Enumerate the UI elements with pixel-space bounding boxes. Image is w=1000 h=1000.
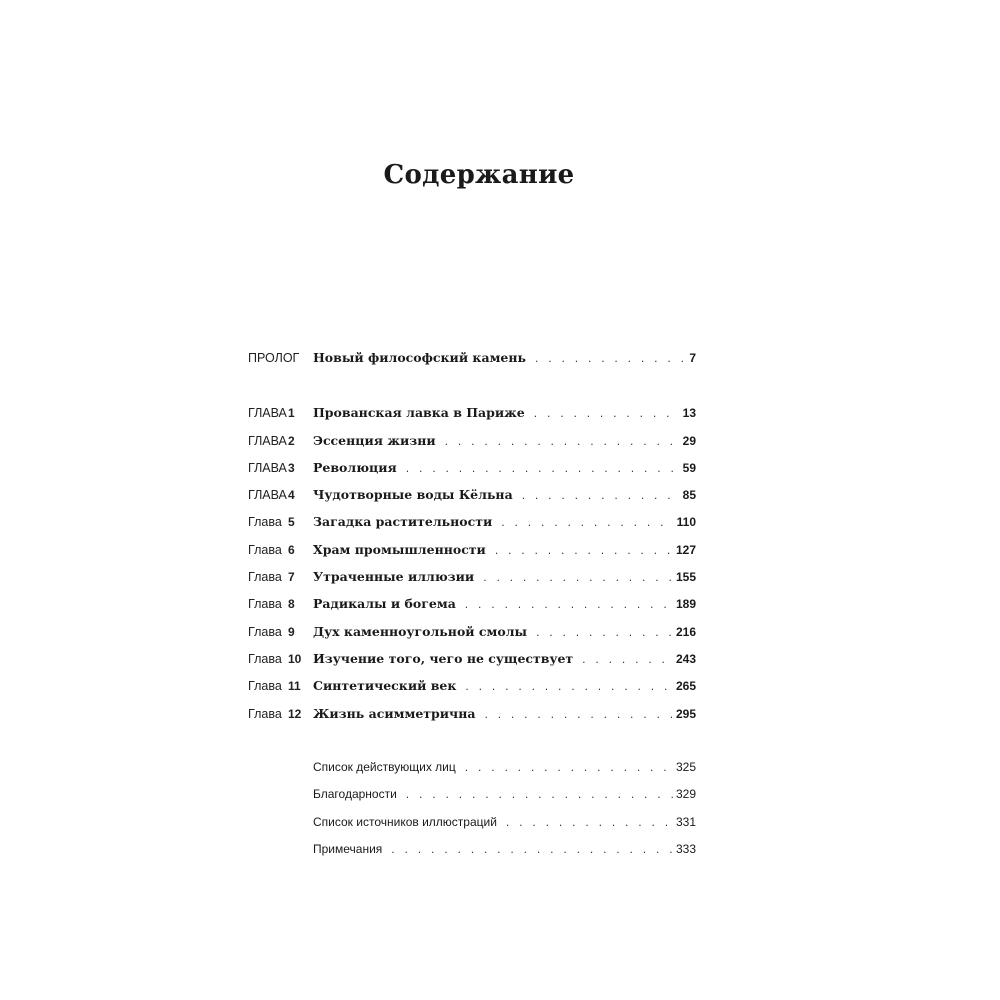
entry-prefix xyxy=(248,430,313,452)
entry-label: ГЛАВА xyxy=(248,433,287,448)
entry-page-number: 85 xyxy=(682,488,696,503)
toc-entry-back-matter[interactable] xyxy=(313,811,696,838)
toc-entry-chapter-5[interactable] xyxy=(248,511,696,538)
dot-leader xyxy=(464,595,673,617)
entry-label: Глава xyxy=(248,679,282,694)
entry-prefix xyxy=(248,566,313,588)
dot-leader xyxy=(405,459,680,481)
entry-prefix xyxy=(248,593,313,615)
entry-label: ГЛАВА xyxy=(248,488,287,503)
chapter-number: 9 xyxy=(288,624,295,639)
back-matter-list xyxy=(313,756,696,865)
chapter-number: 1 xyxy=(288,406,295,421)
toc-entry-chapter-11[interactable] xyxy=(248,675,696,702)
entry-prefix xyxy=(248,484,313,506)
toc-entry-chapter-9[interactable] xyxy=(248,621,696,648)
chapter-number: 12 xyxy=(288,706,302,721)
entry-label: Глава xyxy=(248,597,282,612)
entry-title: Синтетический век xyxy=(313,678,457,694)
toc-entry-chapter-3[interactable] xyxy=(248,457,696,484)
dot-leader xyxy=(390,840,673,862)
entry-title: Эссенция жизни xyxy=(313,432,436,448)
entry-page-number: 333 xyxy=(675,841,696,856)
dot-leader xyxy=(464,758,673,780)
entry-title: Список действующих лиц xyxy=(313,760,456,774)
entry-page-number: 7 xyxy=(689,351,696,365)
toc-entry-chapter-10[interactable] xyxy=(248,648,696,675)
entry-title: Изучение того, чего не существует xyxy=(313,650,574,666)
dot-leader xyxy=(533,404,680,426)
entry-page-number: 331 xyxy=(675,814,696,829)
page-title: Содержание xyxy=(383,160,575,191)
entry-page-number: 155 xyxy=(675,570,696,585)
chapter-number: 5 xyxy=(288,515,295,530)
chapter-number: 3 xyxy=(288,460,295,475)
entry-label: Глава xyxy=(248,542,282,557)
dot-leader xyxy=(482,568,673,590)
entry-prefix xyxy=(248,675,313,697)
entry-title: Прованская лавка в Париже xyxy=(313,405,525,421)
entry-prefix xyxy=(248,402,313,424)
entry-label: ГЛАВА xyxy=(248,460,287,475)
entry-page-number: 110 xyxy=(676,515,696,530)
entry-prefix xyxy=(248,347,313,369)
entry-page-number: 329 xyxy=(675,787,696,802)
entry-page-number: 13 xyxy=(682,406,696,421)
entry-title: Загадка растительности xyxy=(313,514,493,530)
entry-label: Глава xyxy=(248,706,282,721)
dot-leader xyxy=(581,650,673,672)
dot-leader xyxy=(464,677,673,699)
entry-label: ГЛАВА xyxy=(248,406,287,421)
entry-title: Радикалы и богема xyxy=(313,596,456,612)
entry-label: Глава xyxy=(248,570,282,585)
chapter-number: 8 xyxy=(288,597,295,612)
entry-prefix xyxy=(248,457,313,479)
entry-title: Революция xyxy=(313,459,397,475)
chapter-number: 10 xyxy=(288,651,302,666)
entry-page-number: 295 xyxy=(675,706,696,721)
entry-title: Список источников иллюстраций xyxy=(313,814,497,829)
toc-entry-chapter-4[interactable] xyxy=(248,484,696,511)
toc-entry-chapter-12[interactable] xyxy=(248,703,696,730)
entry-title: Благодарности xyxy=(313,787,397,802)
dot-leader xyxy=(483,705,673,727)
toc-entry-chapter-7[interactable] xyxy=(248,566,696,593)
toc-entry-back-matter[interactable] xyxy=(313,838,696,865)
entry-title: Дух каменноугольной смолы xyxy=(313,623,528,639)
entry-title: Храм промышленности xyxy=(313,541,486,557)
entry-title: Утраченные иллюзии xyxy=(313,569,475,585)
dot-leader xyxy=(534,349,686,371)
entry-page-number: 127 xyxy=(675,542,696,557)
entry-page-number: 29 xyxy=(682,433,696,448)
chapter-number: 11 xyxy=(288,679,301,694)
chapter-number: 7 xyxy=(288,570,295,585)
dot-leader xyxy=(444,432,680,454)
chapter-number: 2 xyxy=(288,433,295,448)
entry-page-number: 325 xyxy=(675,760,696,774)
toc-entry-chapter-6[interactable] xyxy=(248,539,696,566)
entry-page-number: 216 xyxy=(675,624,696,639)
chapter-number: 6 xyxy=(288,542,295,557)
toc-entry-back-matter[interactable] xyxy=(313,783,696,810)
entry-title: Чудотворные воды Кёльна xyxy=(313,487,513,503)
entry-page-number: 59 xyxy=(682,460,696,475)
entry-label: ПРОЛОГ xyxy=(248,351,300,365)
entry-page-number: 189 xyxy=(675,597,696,612)
dot-leader xyxy=(521,486,680,508)
toc-entry-chapter-2[interactable] xyxy=(248,430,696,457)
entry-label: Глава xyxy=(248,624,282,639)
dot-leader xyxy=(505,813,673,835)
entry-page-number: 265 xyxy=(675,679,696,694)
table-of-contents xyxy=(248,347,696,730)
entry-prefix xyxy=(248,648,313,670)
entry-title: Жизнь асимметрична xyxy=(313,705,476,721)
dot-leader xyxy=(405,785,673,807)
dot-leader xyxy=(500,513,673,535)
dot-leader xyxy=(535,623,673,645)
entry-prefix xyxy=(248,539,313,561)
entry-label: Глава xyxy=(248,515,282,530)
toc-entry-prologue[interactable] xyxy=(248,347,696,374)
dot-leader xyxy=(494,541,673,563)
toc-entry-chapter-8[interactable] xyxy=(248,593,696,620)
toc-entry-back-matter[interactable] xyxy=(313,756,696,783)
toc-entry-chapter-1[interactable] xyxy=(248,402,696,429)
entry-title: Примечания xyxy=(313,841,383,856)
entry-label: Глава xyxy=(248,651,282,666)
entry-page-number: 243 xyxy=(675,651,696,666)
entry-title: Новый философский камень xyxy=(313,350,527,365)
entry-prefix xyxy=(248,621,313,643)
chapter-number: 4 xyxy=(288,488,295,503)
entry-prefix xyxy=(248,511,313,533)
entry-prefix xyxy=(248,703,313,725)
